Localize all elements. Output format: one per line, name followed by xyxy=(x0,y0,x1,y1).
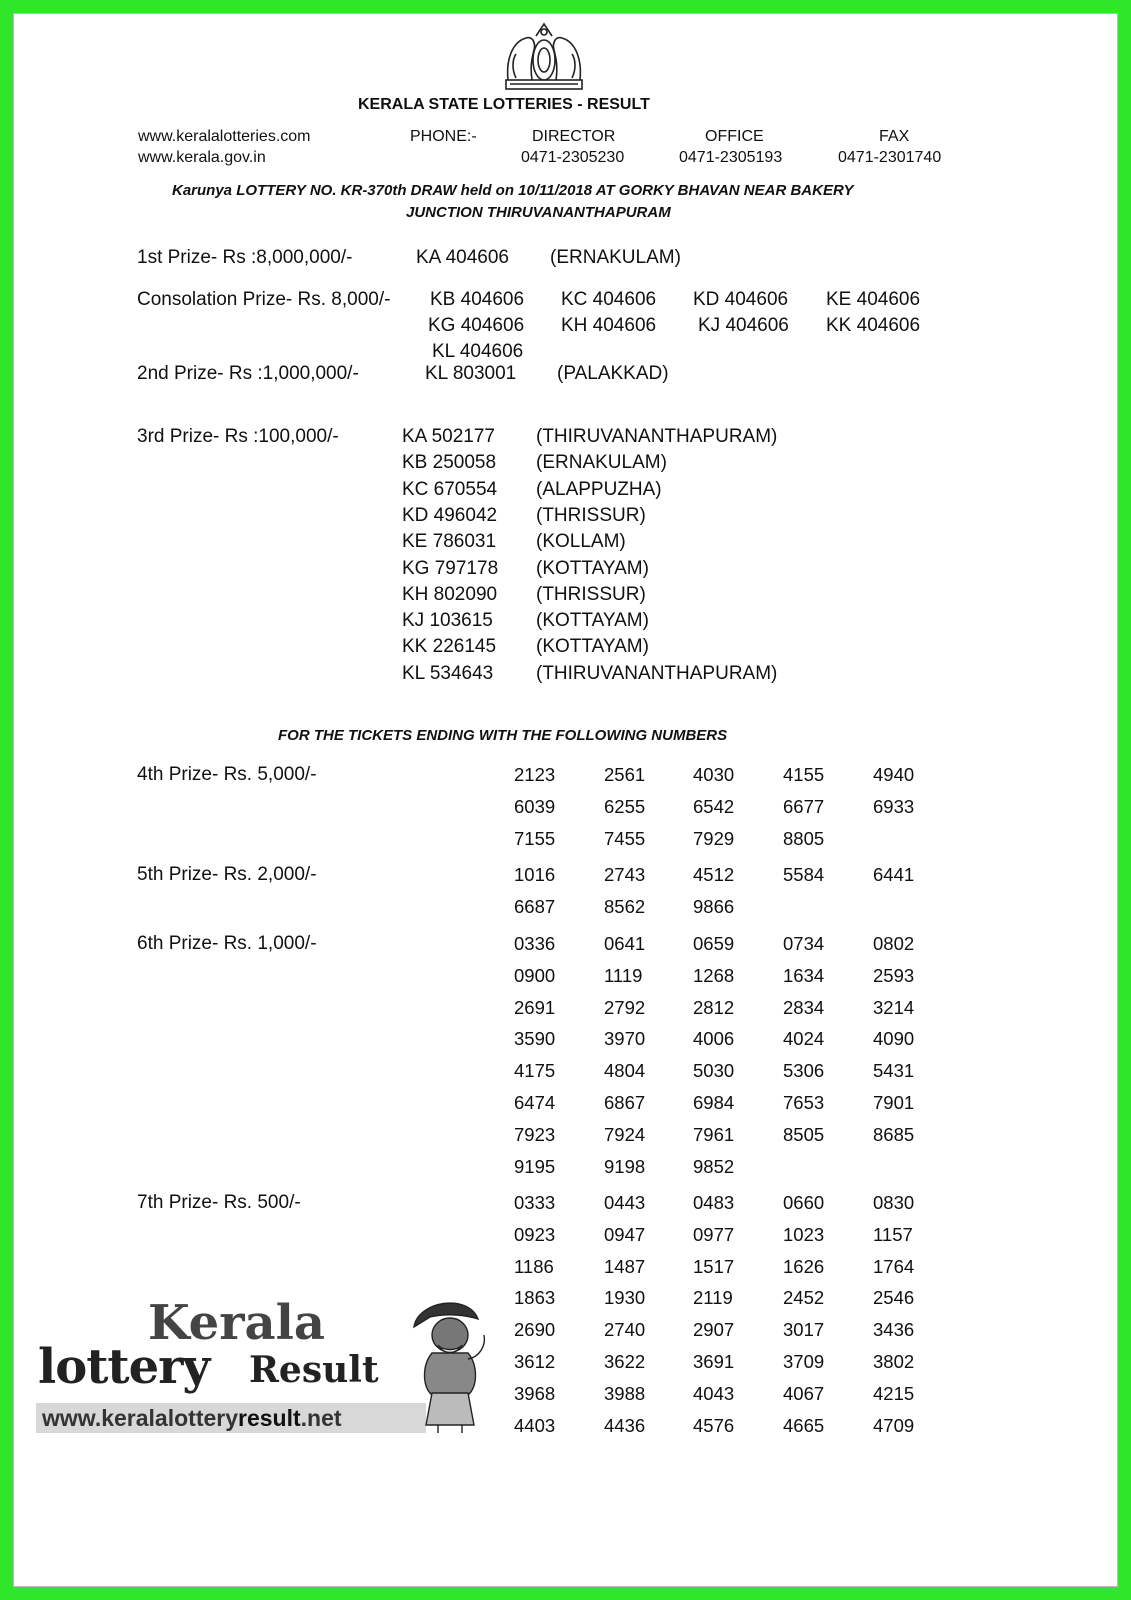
third-prize-place: (THIRUVANANTHAPURAM) xyxy=(536,426,778,447)
website-link-2[interactable]: www.kerala.gov.in xyxy=(138,149,266,166)
seventh-prize-number: 4709 xyxy=(873,1414,915,1436)
third-prize-place: (THIRUVANANTHAPURAM) xyxy=(536,662,778,684)
second-prize-label: 2nd Prize- Rs :1,000,000/- xyxy=(137,363,359,384)
consolation-prize-label: Consolation Prize- Rs. 8,000/- xyxy=(137,289,391,310)
seventh-prize-number: 2740 xyxy=(604,1319,646,1341)
logo-line-2b: Result xyxy=(249,1349,379,1391)
fifth-prize-number: 9866 xyxy=(693,895,735,917)
third-prize-place: (ALAPPUZHA) xyxy=(536,478,662,500)
sixth-prize-number: 8505 xyxy=(783,1123,825,1145)
seventh-prize-number: 1186 xyxy=(514,1255,554,1277)
sixth-prize-number: 0659 xyxy=(693,933,735,954)
seventh-prize-number: 1023 xyxy=(783,1223,825,1245)
seventh-prize-number: 1626 xyxy=(783,1255,825,1277)
fourth-prize-number: 6255 xyxy=(604,795,646,817)
seventh-prize-number: 3968 xyxy=(514,1382,556,1404)
first-prize-ticket: KA 404606 xyxy=(416,247,509,268)
first-prize-label: 1st Prize- Rs :8,000,000/- xyxy=(137,247,353,268)
third-prize-place: (KOLLAM) xyxy=(536,531,626,553)
seventh-prize-number: 4043 xyxy=(693,1382,735,1404)
fifth-prize-label: 5th Prize- Rs. 2,000/- xyxy=(137,864,317,885)
fourth-prize-number: 8805 xyxy=(783,827,825,849)
sixth-prize-number: 3590 xyxy=(514,1028,556,1050)
third-prize-place: (KOTTAYAM) xyxy=(536,557,649,579)
seventh-prize-number: 3691 xyxy=(693,1351,735,1372)
seventh-prize-number: 3802 xyxy=(873,1351,915,1372)
mascot-icon xyxy=(408,1295,491,1435)
draw-details-line-1: Karunya LOTTERY NO. KR-370th DRAW held on 10/11/2018 AT GORKY BHAVAN NEAR BAKERY xyxy=(172,182,854,199)
second-prize-place: (PALAKKAD) xyxy=(557,363,669,384)
third-prize-ticket: KD 496042 xyxy=(402,504,498,526)
sixth-prize-number: 7923 xyxy=(514,1123,556,1145)
sixth-prize-number: 2593 xyxy=(873,964,915,986)
seventh-prize-number: 0923 xyxy=(514,1223,556,1245)
sixth-prize-number: 2792 xyxy=(604,996,646,1018)
sixth-prize-number: 7961 xyxy=(693,1123,735,1145)
phone-label: PHONE:- xyxy=(410,128,477,145)
sixth-prize-number: 4175 xyxy=(514,1060,556,1082)
fourth-prize-number: 4940 xyxy=(873,764,915,785)
sixth-prize-number: 7924 xyxy=(604,1123,646,1145)
seventh-prize-number: 3709 xyxy=(783,1351,825,1372)
sixth-prize-number: 0802 xyxy=(873,933,915,954)
seventh-prize-number: 0443 xyxy=(604,1192,646,1213)
sixth-prize-number: 2834 xyxy=(783,996,825,1018)
seventh-prize-number: 4403 xyxy=(514,1414,556,1436)
third-prize-ticket: KB 250058 xyxy=(402,452,497,474)
fax-label: FAX xyxy=(879,128,910,145)
seventh-prize-number: 3017 xyxy=(783,1319,825,1341)
page-title: KERALA STATE LOTTERIES - RESULT xyxy=(358,96,650,113)
seventh-prize-number: 0830 xyxy=(873,1192,915,1213)
seventh-prize-number: 1764 xyxy=(873,1255,915,1277)
fifth-prize-number: 8562 xyxy=(604,895,646,917)
kerala-emblem-icon xyxy=(502,20,586,96)
seventh-prize-number: 0483 xyxy=(693,1192,735,1213)
third-prize-place: (ERNAKULAM) xyxy=(536,452,667,474)
third-prize-place: (KOTTAYAM) xyxy=(536,636,649,658)
third-prize-ticket: KJ 103615 xyxy=(402,610,493,632)
sixth-prize-number: 3214 xyxy=(873,996,915,1018)
second-prize-ticket: KL 803001 xyxy=(425,363,517,384)
consolation-ticket: KB 404606 xyxy=(430,289,525,310)
sixth-prize-number: 2691 xyxy=(514,996,556,1018)
seventh-prize-number: 4436 xyxy=(604,1414,646,1436)
director-phone: 0471-2305230 xyxy=(521,149,625,166)
sixth-prize-number: 6867 xyxy=(604,1092,646,1113)
sixth-prize-label: 6th Prize- Rs. 1,000/- xyxy=(137,933,317,954)
fourth-prize-number: 2123 xyxy=(514,764,556,785)
sixth-prize-number: 5306 xyxy=(783,1060,825,1082)
kerala-lottery-result-logo xyxy=(36,1295,491,1465)
sixth-prize-number: 4006 xyxy=(693,1028,735,1050)
logo-line-2a: lottery xyxy=(38,1339,210,1395)
logo-url xyxy=(42,1405,342,1432)
sixth-prize-number: 0900 xyxy=(514,964,556,986)
sixth-prize-number: 1268 xyxy=(693,964,735,986)
sixth-prize-number: 7653 xyxy=(783,1092,825,1113)
fourth-prize-number: 7155 xyxy=(514,827,556,849)
seventh-prize-number: 4215 xyxy=(873,1382,915,1404)
seventh-prize-number: 2452 xyxy=(783,1287,825,1309)
third-prize-ticket: KA 502177 xyxy=(402,426,495,447)
seventh-prize-number: 2690 xyxy=(514,1319,556,1341)
seventh-prize-number: 2907 xyxy=(693,1319,735,1341)
third-prize-ticket: KC 670554 xyxy=(402,478,498,500)
consolation-ticket: KH 404606 xyxy=(561,315,657,336)
fourth-prize-number: 6542 xyxy=(693,795,735,817)
third-prize-ticket: KE 786031 xyxy=(402,531,497,553)
fax-number: 0471-2301740 xyxy=(838,149,942,166)
fourth-prize-number: 4030 xyxy=(693,764,735,785)
sixth-prize-number: 0336 xyxy=(514,933,556,954)
consolation-ticket: KD 404606 xyxy=(693,289,789,310)
fourth-prize-number: 7455 xyxy=(604,827,646,849)
seventh-prize-number: 0660 xyxy=(783,1192,825,1213)
fifth-prize-number: 6441 xyxy=(873,864,915,885)
sixth-prize-number: 9195 xyxy=(514,1155,556,1177)
draw-details-line-2: JUNCTION THIRUVANANTHAPURAM xyxy=(406,204,671,221)
sixth-prize-number: 2812 xyxy=(693,996,735,1018)
seventh-prize-number: 1863 xyxy=(514,1287,556,1309)
seventh-prize-number: 4576 xyxy=(693,1414,735,1436)
sixth-prize-number: 0734 xyxy=(783,933,825,954)
office-phone: 0471-2305193 xyxy=(679,149,783,166)
sixth-prize-number: 0641 xyxy=(604,933,646,954)
fifth-prize-number: 4512 xyxy=(693,864,735,885)
third-prize-place: (THRISSUR) xyxy=(536,583,646,605)
sixth-prize-number: 1119 xyxy=(604,964,643,986)
fourth-prize-number: 6933 xyxy=(873,795,915,817)
consolation-ticket: KE 404606 xyxy=(826,289,921,310)
fourth-prize-label: 4th Prize- Rs. 5,000/- xyxy=(137,764,317,785)
seventh-prize-number: 3436 xyxy=(873,1319,915,1341)
seventh-prize-number: 0977 xyxy=(693,1223,735,1245)
logo-url-part: .net xyxy=(300,1405,342,1431)
fourth-prize-number: 6677 xyxy=(783,795,825,817)
third-prize-place: (THRISSUR) xyxy=(536,504,646,526)
seventh-prize-number: 3622 xyxy=(604,1351,646,1372)
sixth-prize-number: 9852 xyxy=(693,1155,735,1177)
logo-url-part: result xyxy=(238,1405,301,1431)
consolation-ticket: KJ 404606 xyxy=(698,315,789,336)
third-prize-ticket: KK 226145 xyxy=(402,636,497,658)
seventh-prize-number: 3988 xyxy=(604,1382,646,1404)
consolation-ticket: KK 404606 xyxy=(826,315,921,336)
seventh-prize-number: 4665 xyxy=(783,1414,825,1436)
seventh-prize-number: 3612 xyxy=(514,1351,556,1372)
sixth-prize-number: 8685 xyxy=(873,1123,915,1145)
sixth-prize-number: 4804 xyxy=(604,1060,646,1082)
seventh-prize-number: 2546 xyxy=(873,1287,915,1309)
third-prize-ticket: KG 797178 xyxy=(402,557,499,579)
third-prize-ticket: KL 534643 xyxy=(402,662,494,684)
seventh-prize-label: 7th Prize- Rs. 500/- xyxy=(137,1192,301,1213)
first-prize-place: (ERNAKULAM) xyxy=(550,247,681,268)
sixth-prize-number: 5030 xyxy=(693,1060,735,1082)
fourth-prize-number: 6039 xyxy=(514,795,556,817)
consolation-ticket: KL 404606 xyxy=(432,341,524,362)
fourth-prize-number: 7929 xyxy=(693,827,735,849)
sixth-prize-number: 6984 xyxy=(693,1092,735,1113)
third-prize-ticket: KH 802090 xyxy=(402,583,498,605)
sixth-prize-number: 7901 xyxy=(873,1092,915,1113)
fifth-prize-number: 1016 xyxy=(514,864,556,885)
director-label: DIRECTOR xyxy=(532,128,616,145)
sixth-prize-number: 5431 xyxy=(873,1060,915,1082)
seventh-prize-number: 1487 xyxy=(604,1255,646,1277)
seventh-prize-number: 0333 xyxy=(514,1192,556,1213)
seventh-prize-number: 1930 xyxy=(604,1287,646,1309)
sixth-prize-number: 6474 xyxy=(514,1092,556,1113)
website-link-1[interactable]: www.keralalotteries.com xyxy=(138,128,311,145)
seventh-prize-number: 0947 xyxy=(604,1223,646,1245)
fourth-prize-number: 2561 xyxy=(604,764,646,785)
logo-url-part: www.keralalottery xyxy=(42,1405,239,1431)
third-prize-place: (KOTTAYAM) xyxy=(536,610,649,632)
consolation-ticket: KG 404606 xyxy=(428,315,525,336)
seventh-prize-number: 1517 xyxy=(693,1255,735,1277)
seventh-prize-number: 4067 xyxy=(783,1382,825,1404)
sixth-prize-number: 9198 xyxy=(604,1155,646,1177)
sixth-prize-number: 4024 xyxy=(783,1028,825,1050)
sixth-prize-number: 4090 xyxy=(873,1028,915,1050)
fifth-prize-number: 6687 xyxy=(514,895,556,917)
seventh-prize-number: 2119 xyxy=(693,1287,733,1309)
seventh-prize-number: 1157 xyxy=(873,1223,913,1245)
consolation-ticket: KC 404606 xyxy=(561,289,657,310)
ending-numbers-heading: FOR THE TICKETS ENDING WITH THE FOLLOWING NUMBERS xyxy=(278,727,728,744)
fourth-prize-number: 4155 xyxy=(783,764,825,785)
fifth-prize-number: 2743 xyxy=(604,864,646,885)
third-prize-label: 3rd Prize- Rs :100,000/- xyxy=(137,426,339,447)
sixth-prize-number: 1634 xyxy=(783,964,825,986)
office-label: OFFICE xyxy=(705,128,764,145)
fifth-prize-number: 5584 xyxy=(783,864,825,885)
logo-line-1: Kerala xyxy=(148,1295,325,1351)
sixth-prize-number: 3970 xyxy=(604,1028,646,1050)
